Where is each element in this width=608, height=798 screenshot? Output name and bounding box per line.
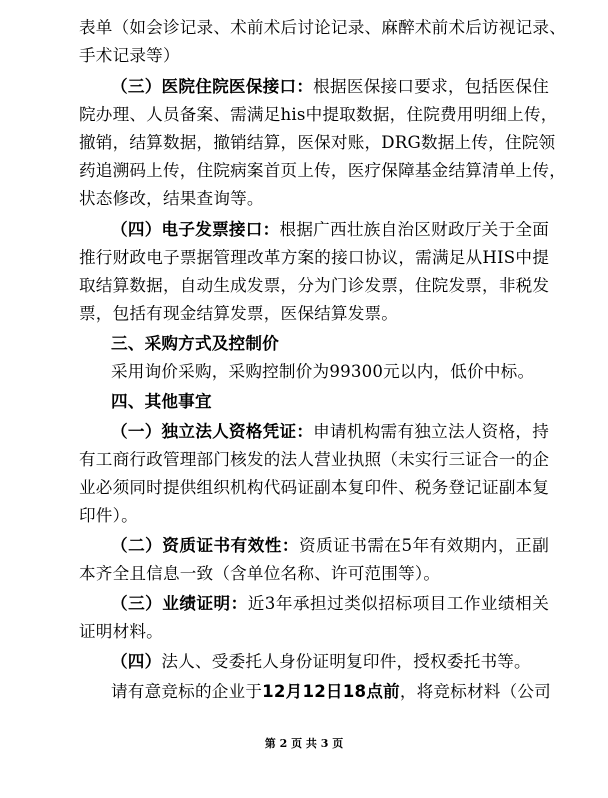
section-heading: （一）独立法人资格凭证： [111, 422, 314, 441]
section-text: 根据医保接口要求，包括医保住 [313, 77, 549, 96]
section-heading: 三、采购方式及控制价 [111, 334, 279, 353]
section-line [111, 73, 549, 101]
page-footer: 第 2 页 共 3 页 [264, 737, 344, 750]
section-text: 法人、受委托人身份证明复印件，授权委托书等。 [161, 652, 531, 671]
section-heading: 四、其他事宜 [111, 392, 212, 411]
section-line [111, 532, 549, 560]
body-line: 推行财政电子票据管理改革方案的接口协议，需满足从HIS中提 [79, 248, 549, 267]
section-line [111, 388, 549, 416]
section-line [111, 330, 549, 358]
section-line [111, 418, 549, 446]
body-line: 状态修改，结果查询等。 [79, 189, 264, 208]
section-text: 根据广西壮族自治区财政厅关于全面 [279, 220, 549, 239]
section-heading: （二）资质证书有效性： [111, 536, 299, 555]
body-line: 取结算数据，自动生成发票，分为门诊发票，住院发票，非税发 [79, 276, 550, 295]
section-line [111, 590, 549, 618]
section-line [111, 648, 549, 676]
body-line: 证明材料。 [79, 622, 163, 641]
line-prefix: 请有意竞标的企业于 [111, 682, 263, 701]
section-heading: （三）医院住院医保接口： [111, 77, 314, 96]
section-text: 近3年承担过类似招标项目工作业绩相关 [247, 594, 549, 613]
body-line: 撤销，结算数据，撤销结算，医保对账，DRG数据上传，住院领 [79, 133, 556, 152]
body-line: 采用询价采购，采购控制价为99300元以内，低价中标。 [111, 362, 535, 381]
body-line: 有工商行政管理部门核发的法人营业执照（未实行三证合一的企 [79, 450, 550, 469]
section-heading: （四） [111, 652, 162, 671]
line-suffix: ，将竞标材料（公司 [399, 682, 551, 701]
section-line [111, 216, 549, 244]
body-line [111, 678, 549, 706]
body-line: 印件）。 [79, 506, 138, 525]
deadline-text: 12月12日18点前 [262, 682, 400, 701]
body-line: 手术记录等） [79, 46, 180, 65]
section-heading: （三）业绩证明： [111, 594, 248, 613]
section-text: 申请机构需有独立法人资格，持 [313, 422, 549, 441]
body-line: 院办理、人员备案、需满足his中提取数据，住院费用明细上传， [79, 105, 558, 124]
body-line: 业必须同时提供组织机构代码证副本复印件、税务登记证副本复 [79, 478, 550, 497]
body-line: 表单（如会诊记录、术前术后讨论记录、麻醉术前术后访视记录、 [79, 18, 567, 37]
body-line: 票，包括有现金结算发票，医保结算发票。 [79, 304, 399, 323]
section-text: 资质证书需在5年有效期内，正副 [298, 536, 549, 555]
body-line: 药追溯码上传，住院病案首页上传，医疗保障基金结算清单上传， [79, 161, 567, 180]
section-heading: （四）电子发票接口： [111, 220, 280, 239]
body-line: 本齐全且信息一致（含单位名称、许可范围等）。 [79, 564, 441, 583]
